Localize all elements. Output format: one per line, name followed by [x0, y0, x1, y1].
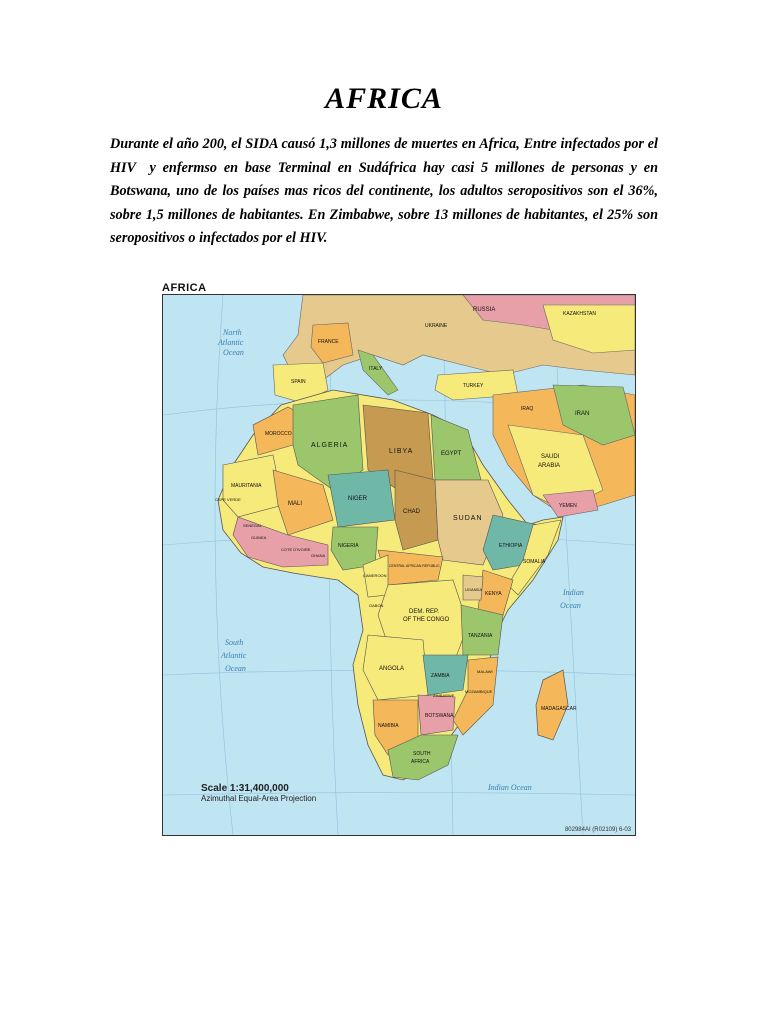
label-somalia: SOMALIA — [523, 559, 546, 565]
label-angola: ANGOLA — [379, 666, 405, 672]
label-russia: RUSSIA — [473, 307, 496, 313]
label-cape-verde: CAPE VERDE — [215, 497, 241, 502]
label-north-atlantic-2: Atlantic — [218, 338, 244, 347]
label-iraq: IRAQ — [521, 406, 534, 412]
label-niger: NIGER — [348, 496, 368, 502]
label-turkey: TURKEY — [463, 383, 484, 389]
label-south-atlantic-1: South — [225, 638, 244, 647]
label-drc-1: DEM. REP. — [409, 609, 439, 615]
label-botswana: BOTSWANA — [425, 713, 454, 719]
label-indian-1: Indian — [563, 588, 584, 597]
label-libya: LIBYA — [389, 448, 414, 455]
label-guinea: GUINEA — [251, 535, 267, 540]
label-yemen: YEMEN — [559, 503, 577, 509]
label-indian-2: Ocean — [560, 601, 581, 610]
label-cameroon: CAMEROON — [363, 573, 387, 578]
page-title: AFRICA — [325, 82, 443, 115]
label-south-atlantic-2: Atlantic — [221, 651, 247, 660]
africa-map — [162, 282, 636, 836]
label-saudi-1: SAUDI — [541, 454, 560, 460]
label-senegal: SENEGAL — [243, 523, 262, 528]
label-namibia: NAMIBIA — [378, 723, 399, 729]
label-algeria: ALGERIA — [311, 442, 349, 449]
scale-text: Scale 1:31,400,000 — [201, 783, 289, 794]
label-south-africa-1: SOUTH — [413, 751, 431, 757]
label-mali: MALI — [288, 501, 303, 507]
label-south-atlantic-3: Ocean — [225, 664, 246, 673]
label-saudi-2: ARABIA — [538, 463, 561, 469]
label-kenya: KENYA — [485, 591, 502, 597]
label-ethiopia: ETHIOPIA — [499, 543, 523, 549]
label-malawi: MALAWI — [477, 669, 493, 674]
label-indian-bottom: Indian Ocean — [488, 783, 532, 792]
label-north-atlantic-3: Ocean — [223, 348, 244, 357]
label-ghana: GHANA — [311, 553, 326, 558]
label-egypt: EGYPT — [441, 451, 462, 457]
label-mauritania: MAURITANIA — [231, 483, 262, 489]
label-kazakhstan: KAZAKHSTAN — [563, 311, 596, 317]
label-france: FRANCE — [318, 339, 339, 345]
label-zimbabwe: ZIMBABWE — [433, 693, 455, 698]
map-title: AFRICA — [162, 282, 207, 294]
label-gabon: GABON — [369, 603, 384, 608]
label-north-atlantic-1: North — [223, 328, 242, 337]
label-mozambique: MOZAMBIQUE — [465, 689, 493, 694]
label-ukraine: UKRAINE — [425, 323, 448, 329]
label-nigeria: NIGERIA — [338, 543, 359, 549]
body-paragraph: Durante el año 200, el SIDA causó 1,3 millones de muertes en Africa, Entre infectados por el HIV y enfermso en base Terminal en Sudáfrica hay casi 5 millones de personas y en Botswana, uno de los países mas ricos del continente, los adultos seropositivos son el 36%, sobre 1,5 millones de habitantes. En Zimbabwe, sobre 13 millones de habitantes, el 25% son seropositivos o infectados por el HIV. — [110, 136, 662, 246]
label-zambia: ZAMBIA — [431, 673, 450, 679]
madagascar-island — [536, 670, 568, 740]
label-car: CENTRAL AFRICAN REPUBLIC — [389, 564, 440, 568]
map-frame — [162, 294, 636, 836]
label-south-africa-2: AFRICA — [411, 759, 430, 765]
label-iran: IRAN — [575, 411, 590, 417]
label-madagascar: MADAGASCAR — [541, 706, 577, 712]
map-scale — [201, 783, 316, 803]
label-sudan: SUDAN — [453, 515, 483, 522]
label-spain: SPAIN — [291, 379, 306, 385]
map-code: 802984AI (R02109) 6-03 — [564, 827, 631, 833]
label-drc-2: OF THE CONGO — [403, 617, 450, 623]
projection-text: Azimuthal Equal-Area Projection — [201, 794, 317, 803]
label-italy: ITALY — [369, 366, 383, 372]
label-morocco: MOROCCO — [265, 431, 292, 437]
label-chad: CHAD — [403, 509, 421, 515]
map-image — [163, 295, 635, 835]
label-cote-divoire: COTE D'IVOIRE — [281, 547, 311, 552]
egypt-patch — [431, 415, 481, 480]
label-tanzania: TANZANIA — [468, 633, 493, 639]
label-uganda: UGANDA — [465, 587, 483, 592]
